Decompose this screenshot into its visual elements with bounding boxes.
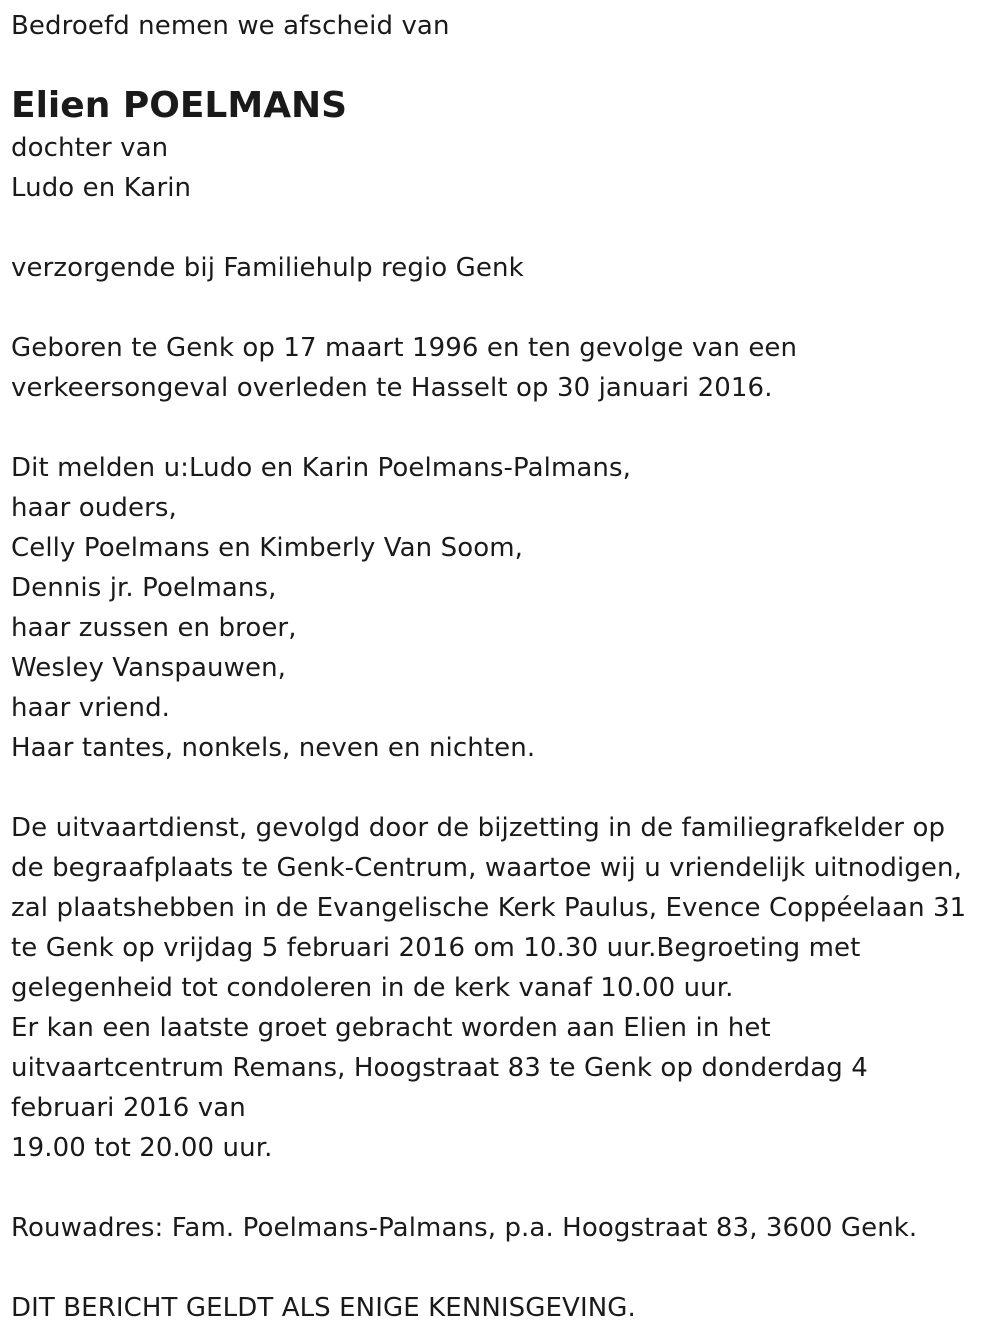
spacer xyxy=(11,768,991,808)
spacer xyxy=(11,208,991,248)
announcer-line: Haar tantes, nonkels, neven en nichten. xyxy=(11,733,536,763)
funeral-line: uitvaartcentrum Remans, Hoogstraat 83 te Genk op donderdag 4 xyxy=(11,1053,868,1083)
announcer-line: haar vriend. xyxy=(11,693,171,723)
birth-death-line: Geboren te Genk op 17 maart 1996 en ten gevolge van een xyxy=(11,333,798,363)
relation-block xyxy=(11,128,991,208)
spacer xyxy=(11,408,991,448)
announcer-line: Dennis jr. Poelmans, xyxy=(11,573,277,603)
announcer-line: haar zussen en broer, xyxy=(11,613,297,643)
birth-death-line: verkeersongeval overleden te Hasselt op 30 januari 2016. xyxy=(11,373,773,403)
funeral-line: Er kan een laatste groet gebracht worden aan Elien in het xyxy=(11,1013,771,1043)
spacer xyxy=(11,1248,991,1288)
funeral-line: zal plaatshebben in de Evangelische Kerk Paulus, Evence Coppéelaan 31 xyxy=(11,893,967,923)
relation-line: Ludo en Karin xyxy=(11,173,192,203)
relation-line: dochter van xyxy=(11,133,169,163)
announcer-line: haar ouders, xyxy=(11,493,177,523)
funeral-line: te Genk op vrijdag 5 februari 2016 om 10.30 uur.Begroeting met xyxy=(11,933,861,963)
intro-text: Bedroefd nemen we afscheid van xyxy=(11,11,450,41)
announcer-line: Wesley Vanspauwen, xyxy=(11,653,287,683)
funeral-line: De uitvaartdienst, gevolgd door de bijzetting in de familiegrafkelder op xyxy=(11,813,946,843)
name-block xyxy=(11,84,991,128)
notice-text: DIT BERICHT GELDT ALS ENIGE KENNISGEVING. xyxy=(11,1293,636,1323)
obituary-notice xyxy=(11,0,991,1328)
announcer-line: Celly Poelmans en Kimberly Van Soom, xyxy=(11,533,524,563)
announcers-block xyxy=(11,448,991,768)
deceased-name: Elien POELMANS xyxy=(11,85,348,126)
spacer xyxy=(11,1168,991,1208)
occupation-text: verzorgende bij Familiehulp regio Genk xyxy=(11,253,524,283)
funeral-line: februari 2016 van xyxy=(11,1093,246,1123)
announcer-line: Dit melden u:Ludo en Karin Poelmans-Palmans, xyxy=(11,453,631,483)
funeral-block xyxy=(11,808,991,1168)
funeral-line: gelegenheid tot condoleren in de kerk vanaf 10.00 uur. xyxy=(11,973,734,1003)
funeral-line: de begraafplaats te Genk-Centrum, waartoe wij u vriendelijk uitnodigen, xyxy=(11,853,962,883)
spacer xyxy=(11,288,991,328)
funeral-line: 19.00 tot 20.00 uur. xyxy=(11,1133,273,1163)
birth-death-block xyxy=(11,328,991,408)
address-text: Rouwadres: Fam. Poelmans-Palmans, p.a. Hoogstraat 83, 3600 Genk. xyxy=(11,1213,918,1243)
